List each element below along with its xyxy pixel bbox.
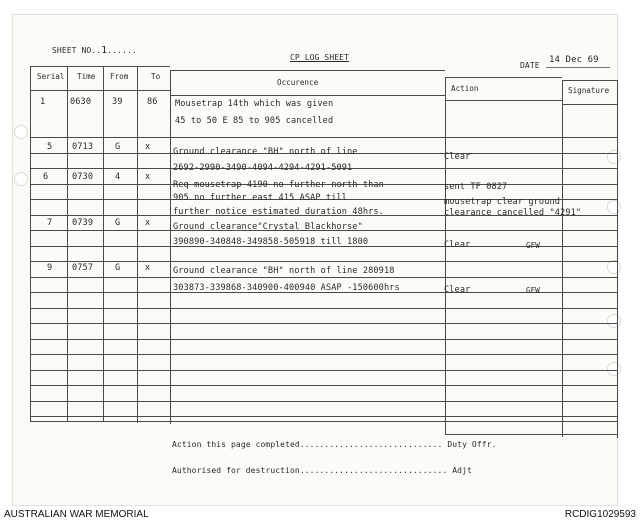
authorised-destruction-line: Authorised for destruction.............................. Adjt bbox=[172, 466, 472, 475]
column-header-occurence: Occurence bbox=[277, 78, 319, 87]
entry-time: 0739 bbox=[72, 218, 94, 228]
entry-from: G bbox=[115, 142, 121, 152]
entry-time: 0713 bbox=[72, 142, 94, 152]
archive-record-id: RCDIG1029593 bbox=[564, 509, 636, 520]
date-label: DATE bbox=[520, 61, 540, 70]
entry-occurence-line: Ground clearance "BH" north of line bbox=[173, 147, 358, 157]
archive-credit-bar bbox=[0, 506, 640, 522]
entry-occurence-line: 390890-340848-349858-505918 till 1800 bbox=[173, 237, 369, 247]
row-rule bbox=[30, 401, 617, 402]
header-rule bbox=[562, 104, 618, 105]
entry-to: 86 bbox=[147, 97, 158, 107]
entry-serial: 7 bbox=[47, 218, 53, 228]
header-rule bbox=[170, 95, 445, 96]
entry-action-line: Clear bbox=[444, 152, 471, 162]
duty-officer-label: Duty Offr. bbox=[447, 440, 497, 449]
archive-name: AUSTRALIAN WAR MEMORIAL bbox=[4, 509, 149, 520]
column-header-serial: Serial bbox=[37, 72, 65, 81]
entry-action-line: sent TF 0827 bbox=[444, 182, 508, 192]
entry-occurence-line: 303873-339868-340900-400940 ASAP -150600hrs bbox=[173, 283, 400, 293]
action-completed-line: Action this page completed............................. Duty Offr. bbox=[172, 440, 497, 449]
entry-from: 4 bbox=[115, 172, 121, 182]
entry-occurence-line: 2692-2990-3490-4094-4294-4291-5091 bbox=[173, 163, 353, 173]
entry-initials: GFW bbox=[526, 286, 540, 295]
table-bottom-rule bbox=[445, 434, 617, 435]
header-rule bbox=[30, 90, 170, 91]
column-header-from: From bbox=[110, 72, 129, 81]
binder-hole bbox=[607, 260, 621, 274]
entry-serial: 6 bbox=[43, 172, 49, 182]
binder-hole bbox=[607, 362, 621, 376]
entry-initials: GFW bbox=[526, 241, 540, 250]
column-header-action: Action bbox=[451, 84, 479, 93]
column-rule bbox=[445, 77, 446, 434]
entry-occurence-line: Ground clearance"Crystal Blackhorse" bbox=[173, 222, 363, 232]
entry-from: G bbox=[115, 263, 121, 273]
table-top-rule bbox=[445, 77, 562, 78]
entry-occurence-line: Ground clearance "BH" north of line 280918 bbox=[173, 266, 395, 276]
entry-action-line: Clear bbox=[444, 240, 471, 250]
row-rule bbox=[30, 385, 617, 386]
entry-to: x bbox=[145, 142, 151, 152]
entry-occurence-line: Mousetrap 14th which was given bbox=[175, 99, 334, 109]
date-value: 14 Dec 69 bbox=[549, 55, 599, 65]
entry-occurence-line: 905 no further east 415 ASAP till bbox=[173, 193, 348, 203]
row-rule bbox=[30, 354, 617, 355]
entry-serial: 9 bbox=[47, 263, 53, 273]
entry-time: 0757 bbox=[72, 263, 94, 273]
row-rule bbox=[30, 339, 617, 340]
row-rule bbox=[30, 277, 617, 278]
row-rule bbox=[30, 370, 617, 371]
table-top-rule bbox=[562, 80, 618, 81]
entry-from: 39 bbox=[112, 97, 123, 107]
entry-occurence-line: Req mousetrap 4190 no further north than bbox=[173, 180, 384, 190]
entry-serial: 1 bbox=[40, 97, 46, 107]
entry-serial: 5 bbox=[47, 142, 53, 152]
sheet-number-value: 1 bbox=[101, 45, 108, 56]
column-header-time: Time bbox=[77, 72, 96, 81]
entry-from: G bbox=[115, 218, 121, 228]
column-header-signature: Signature bbox=[568, 86, 610, 95]
column-rule bbox=[562, 80, 563, 437]
adjutant-label: Adjt bbox=[452, 466, 472, 475]
sheet-title: CP LOG SHEET bbox=[290, 53, 349, 62]
row-rule bbox=[30, 261, 617, 262]
column-rule bbox=[30, 66, 31, 421]
date-underline bbox=[546, 67, 610, 68]
row-rule bbox=[30, 137, 617, 138]
binder-hole bbox=[14, 172, 28, 186]
column-header-to: To bbox=[151, 72, 161, 81]
entry-action-line: mousetrap clear ground bbox=[444, 197, 561, 207]
sheet-number-label: SHEET NO..1...... bbox=[52, 45, 137, 56]
entry-time: 0630 bbox=[70, 97, 92, 107]
row-rule bbox=[30, 323, 617, 324]
table-top-rule bbox=[30, 66, 170, 67]
column-rule bbox=[103, 66, 104, 422]
entry-occurence-line: 45 to 50 E 85 to 905 cancelled bbox=[175, 116, 334, 126]
entry-action-line: Clear bbox=[444, 285, 471, 295]
header-rule bbox=[445, 100, 562, 101]
row-rule bbox=[30, 416, 617, 417]
column-rule bbox=[67, 66, 68, 421]
table-top-rule bbox=[170, 70, 445, 71]
entry-occurence-line: further notice estimated duration 48hrs. bbox=[173, 207, 384, 217]
entry-time: 0730 bbox=[72, 172, 94, 182]
binder-hole bbox=[607, 200, 621, 214]
entry-to: x bbox=[145, 263, 151, 273]
binder-hole bbox=[14, 125, 28, 139]
entry-to: x bbox=[145, 172, 151, 182]
entry-action-line: clearance cancelled "4291" bbox=[444, 208, 582, 218]
binder-hole bbox=[607, 314, 621, 328]
column-rule bbox=[617, 80, 618, 438]
table-bottom-rule bbox=[30, 421, 617, 422]
row-rule bbox=[30, 308, 617, 309]
entry-to: x bbox=[145, 218, 151, 228]
